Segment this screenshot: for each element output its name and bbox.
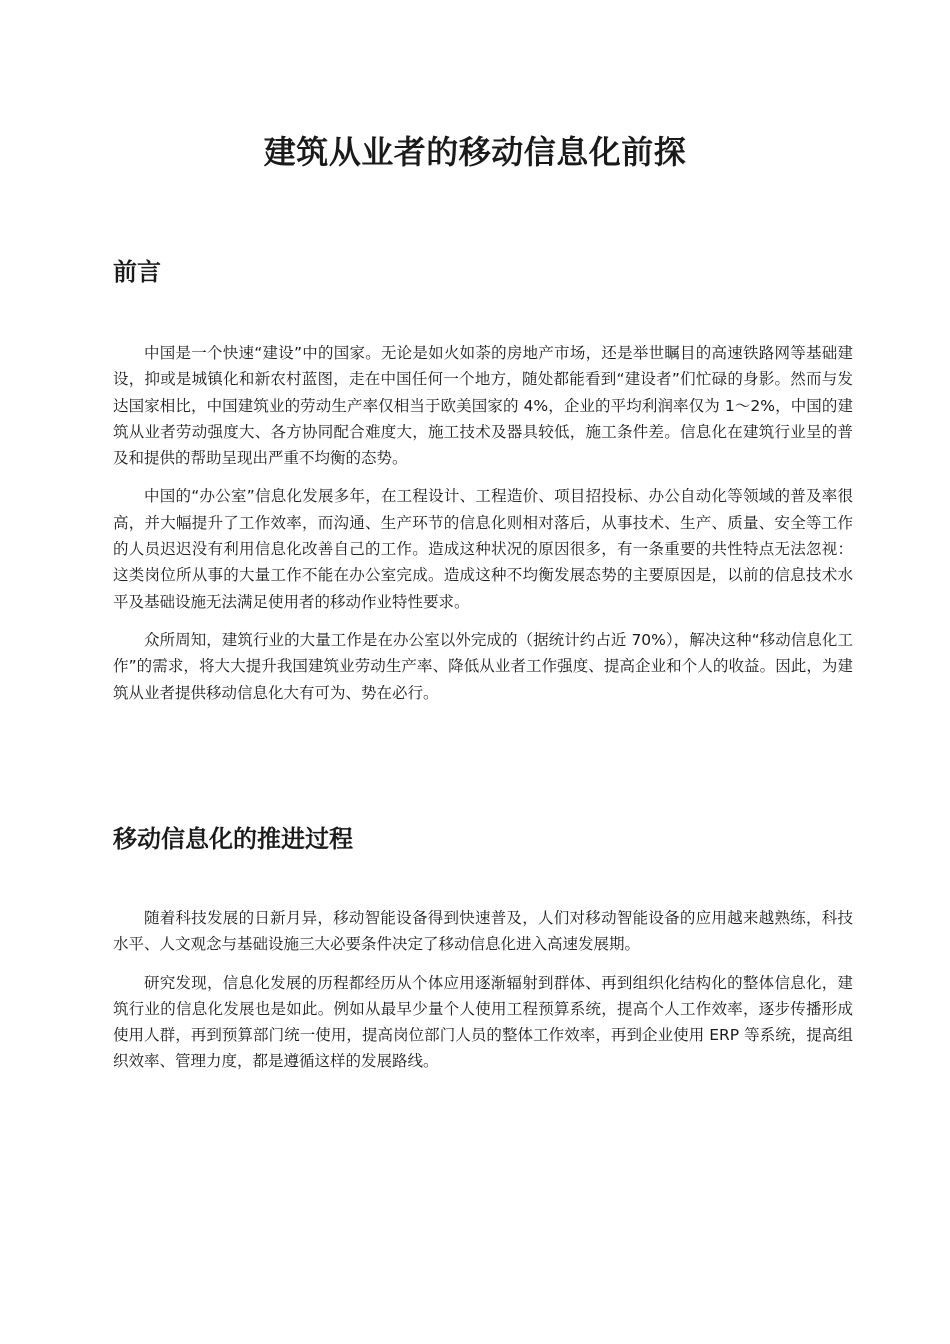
document-title: 建筑从业者的移动信息化前探: [263, 133, 687, 171]
section-heading-preface: 前言: [113, 258, 161, 286]
paragraph: 中国是一个快速“建设”中的国家。无论是如火如荼的房地产市场，还是举世瞩目的高速铁路网等基础建设，抑或是城镇化和新农村蓝图，走在中国任何一个地方，随处都能看到“建设者”们忙碌的身影。然而与发达国家相比，中国建筑业的劳动生产率仅相当于欧美国家的 4%，企业的平均利润率仅为 1～2%，中国的建筑从业者劳动强度大、各方协同配合难度大，施工技术及器具较低，施工条件差。信息化在建筑行业呈的普及和提供的帮助呈现出严重不均衡的态势。: [113, 344, 853, 468]
section-body-preface: [113, 340, 853, 718]
paragraph: 随着科技发展的日新月异，移动智能设备得到快速普及，人们对移动智能设备的应用越来越熟练，科技水平、人文观念与基础设施三大必要条件决定了移动信息化进入高速发展期。: [113, 909, 853, 954]
paragraph: 中国的“办公室”信息化发展多年，在工程设计、工程造价、项目招投标、办公自动化等领域的普及率很高，并大幅提升了工作效率，而沟通、生产环节的信息化则相对落后，从事技术、生产、质量、安全等工作的人员迟迟没有利用信息化改善自己的工作。造成这种状况的原因很多，有一条重要的共性特点无法忽视：这类岗位所从事的大量工作不能在办公室完成。造成这种不均衡发展态势的主要原因是，以前的信息技术水平及基础设施无法满足使用者的移动作业特性要求。: [113, 487, 853, 611]
paragraph: 研究发现，信息化发展的历程都经历从个体应用逐渐辐射到群体、再到组织化结构化的整体信息化，建筑行业的信息化发展也是如此。例如从最早少量个人使用工程预算系统，提高个人工作效率，逐步传播形成使用人群，再到预算部门统一使用，提高岗位部门人员的整体工作效率，再到企业使用 ERP 等系统，提高组织效率、管理力度，都是遵循这样的发展路线。: [113, 973, 853, 1071]
section-body-progress: [113, 905, 853, 1087]
paragraph: 众所周知，建筑行业的大量工作是在办公室以外完成的（据统计约占近 70%），解决这种“移动信息化工作”的需求，将大大提升我国建筑业劳动生产率、降低从业者工作强度、提高企业和个人的收益。因此，为建筑从业者提供移动信息化大有可为、势在必行。: [113, 630, 853, 702]
section-heading-progress: 移动信息化的推进过程: [113, 825, 353, 853]
